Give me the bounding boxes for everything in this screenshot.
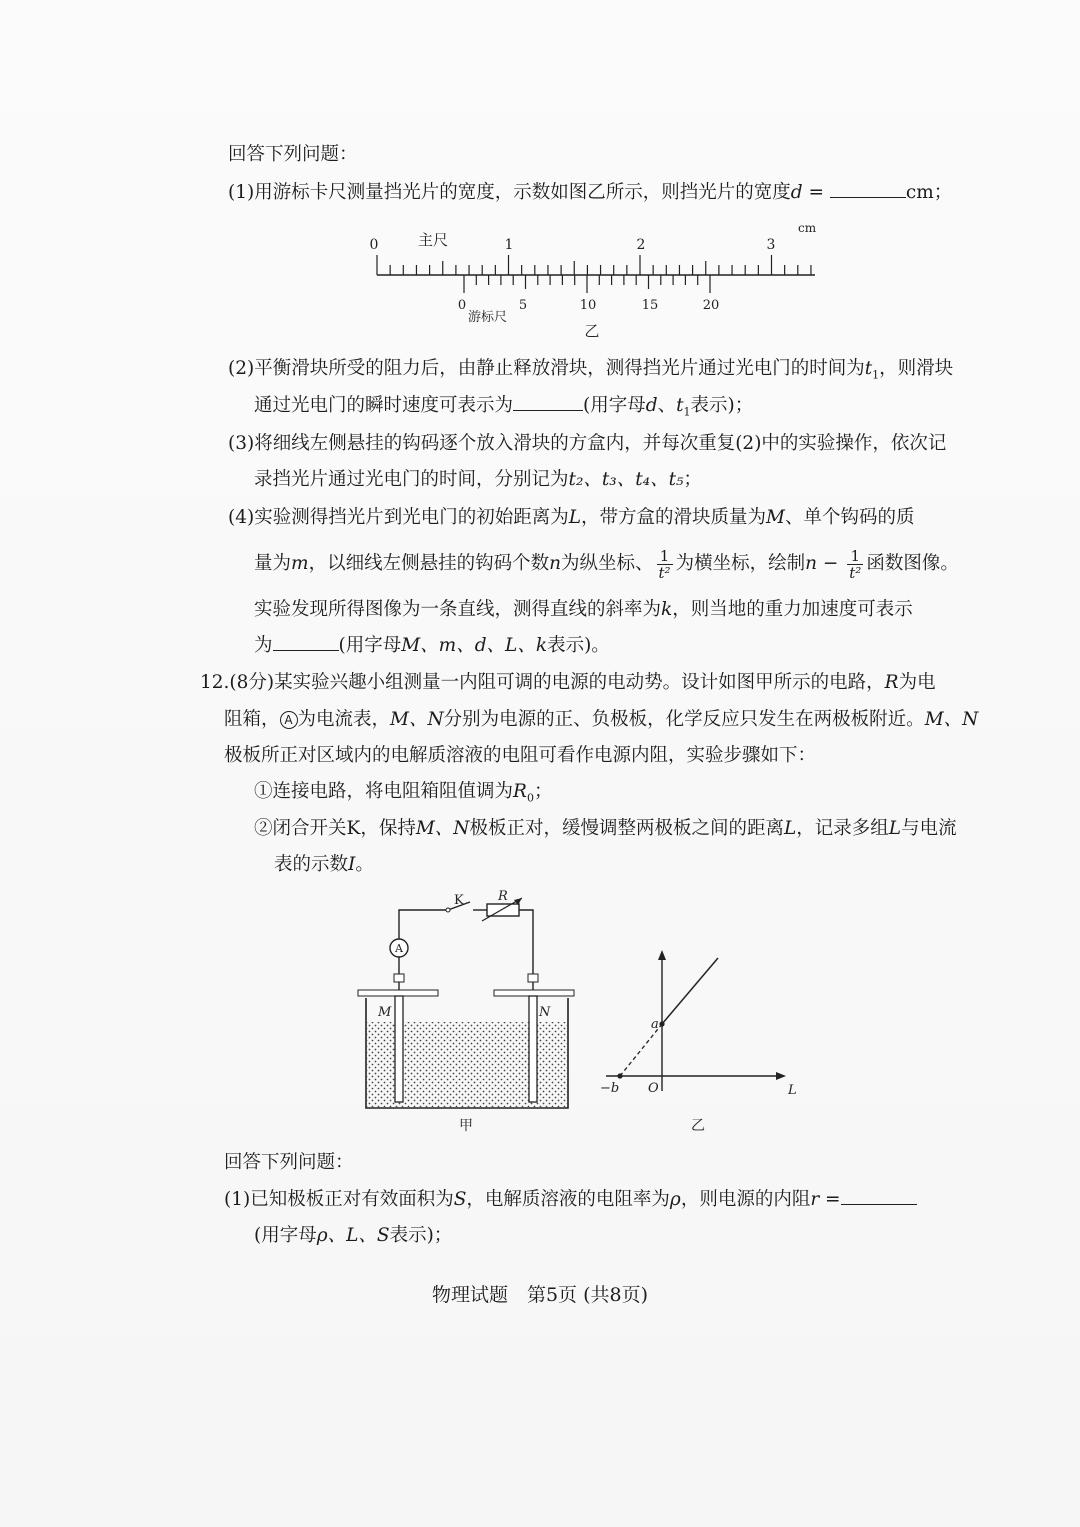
terminal-n xyxy=(528,974,538,982)
graph-figure-yi xyxy=(596,946,806,1136)
fraction-one-over-t-squared: $\frac{1}{\text{t²}}$ xyxy=(658,546,671,582)
terminal-m xyxy=(394,974,404,982)
q11-part2-line1: (2)平衡滑块所受的阻力后，由静止释放滑块，测得挡光片通过光电门的时间为$t_1$，则滑块 xyxy=(228,358,954,382)
answer-blank xyxy=(830,181,906,198)
main-number: 2 xyxy=(636,237,646,253)
figure-caption: 乙 xyxy=(584,322,600,340)
resistance-box xyxy=(487,904,519,916)
vernier-scale-ticks xyxy=(464,275,710,293)
q11-part4-line2: 量为m，以细线左侧悬挂的钩码个数n为纵坐标、 $\frac{1}{\text{t²}}$ 为横坐标，绘制n − $\frac{1}{\text{t²}}$ 函数图像。 xyxy=(254,546,959,582)
circuit-figure-jia xyxy=(350,886,590,1138)
intercept-b-point xyxy=(617,1073,622,1078)
answer-prompt: 回答下列问题： xyxy=(224,1152,354,1173)
q12-part1-line1: (1)已知极板正对有效面积为S，电解质溶液的电阻率为ρ，则电源的内阻r = xyxy=(224,1187,917,1213)
q12-step2-line2: 表的示数I。 xyxy=(274,854,374,875)
main-number: 0 xyxy=(369,237,379,253)
q12-line3: 极板所正对区域内的电解质溶液的电阻可看作电源内阻，实验步骤如下： xyxy=(224,745,817,766)
electrode-n-label: N xyxy=(539,1005,551,1020)
q11-part3-line1: (3)将细线左侧悬挂的钩码逐个放入滑块的方盒内，并每次重复(2)中的实验操作，依次记 xyxy=(228,433,947,454)
q11-part2-line2: 通过光电门的瞬时速度可表示为 (用字母d、$t_1$表示)； xyxy=(254,395,754,419)
vernier-number: 15 xyxy=(641,298,659,313)
switch-label: K xyxy=(454,893,464,908)
main-number: 1 xyxy=(504,237,514,253)
origin-label: O xyxy=(648,1081,659,1096)
plate-holder-left xyxy=(358,990,438,996)
plate-holder-right xyxy=(494,990,574,996)
x-axis-label: L xyxy=(788,1083,797,1098)
figure-caption: 甲 xyxy=(459,1118,473,1134)
ammeter-label: A xyxy=(395,942,403,955)
q12-line2: 阻箱， A 为电流表，M、N分别为电源的正、负极板，化学反应只发生在两极板附近。M、N xyxy=(224,709,979,730)
q12-part1-line2: (用字母ρ、L、S表示)； xyxy=(254,1225,453,1246)
intercept-a-point xyxy=(659,1021,664,1026)
vernier-number: 20 xyxy=(702,298,720,313)
vernier-caliper-figure xyxy=(360,218,840,346)
data-line xyxy=(662,958,718,1024)
x-axis-arrow xyxy=(776,1072,786,1080)
intercept-a-label: a xyxy=(651,1017,659,1032)
q11-part1: (1)用游标卡尺测量挡光片的宽度，示数如图乙所示，则挡光片的宽度d = cm； xyxy=(228,182,953,203)
figure-caption: 乙 xyxy=(691,1118,705,1134)
vernier-number: 0 xyxy=(457,298,467,313)
q12-step2-line1: ②闭合开关K，保持M、N极板正对，缓慢调整两极板之间的距离L，记录多组L与电流 xyxy=(254,818,957,839)
resistor-label: R xyxy=(498,889,508,904)
answer-blank xyxy=(273,634,339,651)
q11-part4-line1: (4)实验测得挡光片到光电门的初始距离为L，带方盒的滑块质量为M、单个钩码的质 xyxy=(228,507,915,528)
main-scale-label: 主尺 xyxy=(418,231,449,249)
page-footer: 物理试题 第5页 (共8页) xyxy=(431,1284,649,1306)
q11-part4-line4: 为 (用字母M、m、d、L、k表示)。 xyxy=(254,635,610,656)
y-axis-arrow xyxy=(658,950,666,960)
q11-part4-line3: 实验发现所得图像为一条直线，测得直线的斜率为k，则当地的重力加速度可表示 xyxy=(254,599,913,620)
main-scale-ticks xyxy=(377,255,811,275)
switch-pivot xyxy=(446,908,450,912)
answer-blank xyxy=(841,1188,917,1205)
main-number: 3 xyxy=(766,237,776,253)
q12-step1: ①连接电路，将电阻箱阻值调为$R_0$； xyxy=(254,781,553,805)
fraction-one-over-t-squared: $\frac{1}{\text{t²}}$ xyxy=(849,546,862,582)
vernier-number: 10 xyxy=(579,298,597,313)
ammeter-symbol: A xyxy=(280,711,298,729)
q12-line1: 12.(8分)某实验兴趣小组测量一内阻可调的电源的电动势。设计如图甲所示的电路，R为电 xyxy=(200,672,936,693)
electrode-n xyxy=(529,996,537,1102)
vernier-number: 5 xyxy=(518,298,528,313)
wire xyxy=(519,910,533,974)
answer-prompt: 回答下列问题： xyxy=(228,144,358,165)
vernier-scale-label: 游标尺 xyxy=(468,310,508,325)
intercept-b-label: −b xyxy=(600,1081,620,1096)
answer-blank xyxy=(513,394,583,411)
q11-part3-line2: 录挡光片通过光电门的时间，分别记为t₂、t₃、t₄、t₅； xyxy=(254,469,702,490)
electrode-m xyxy=(395,996,403,1102)
unit-label: cm xyxy=(798,221,817,235)
electrode-m-label: M xyxy=(378,1005,392,1020)
